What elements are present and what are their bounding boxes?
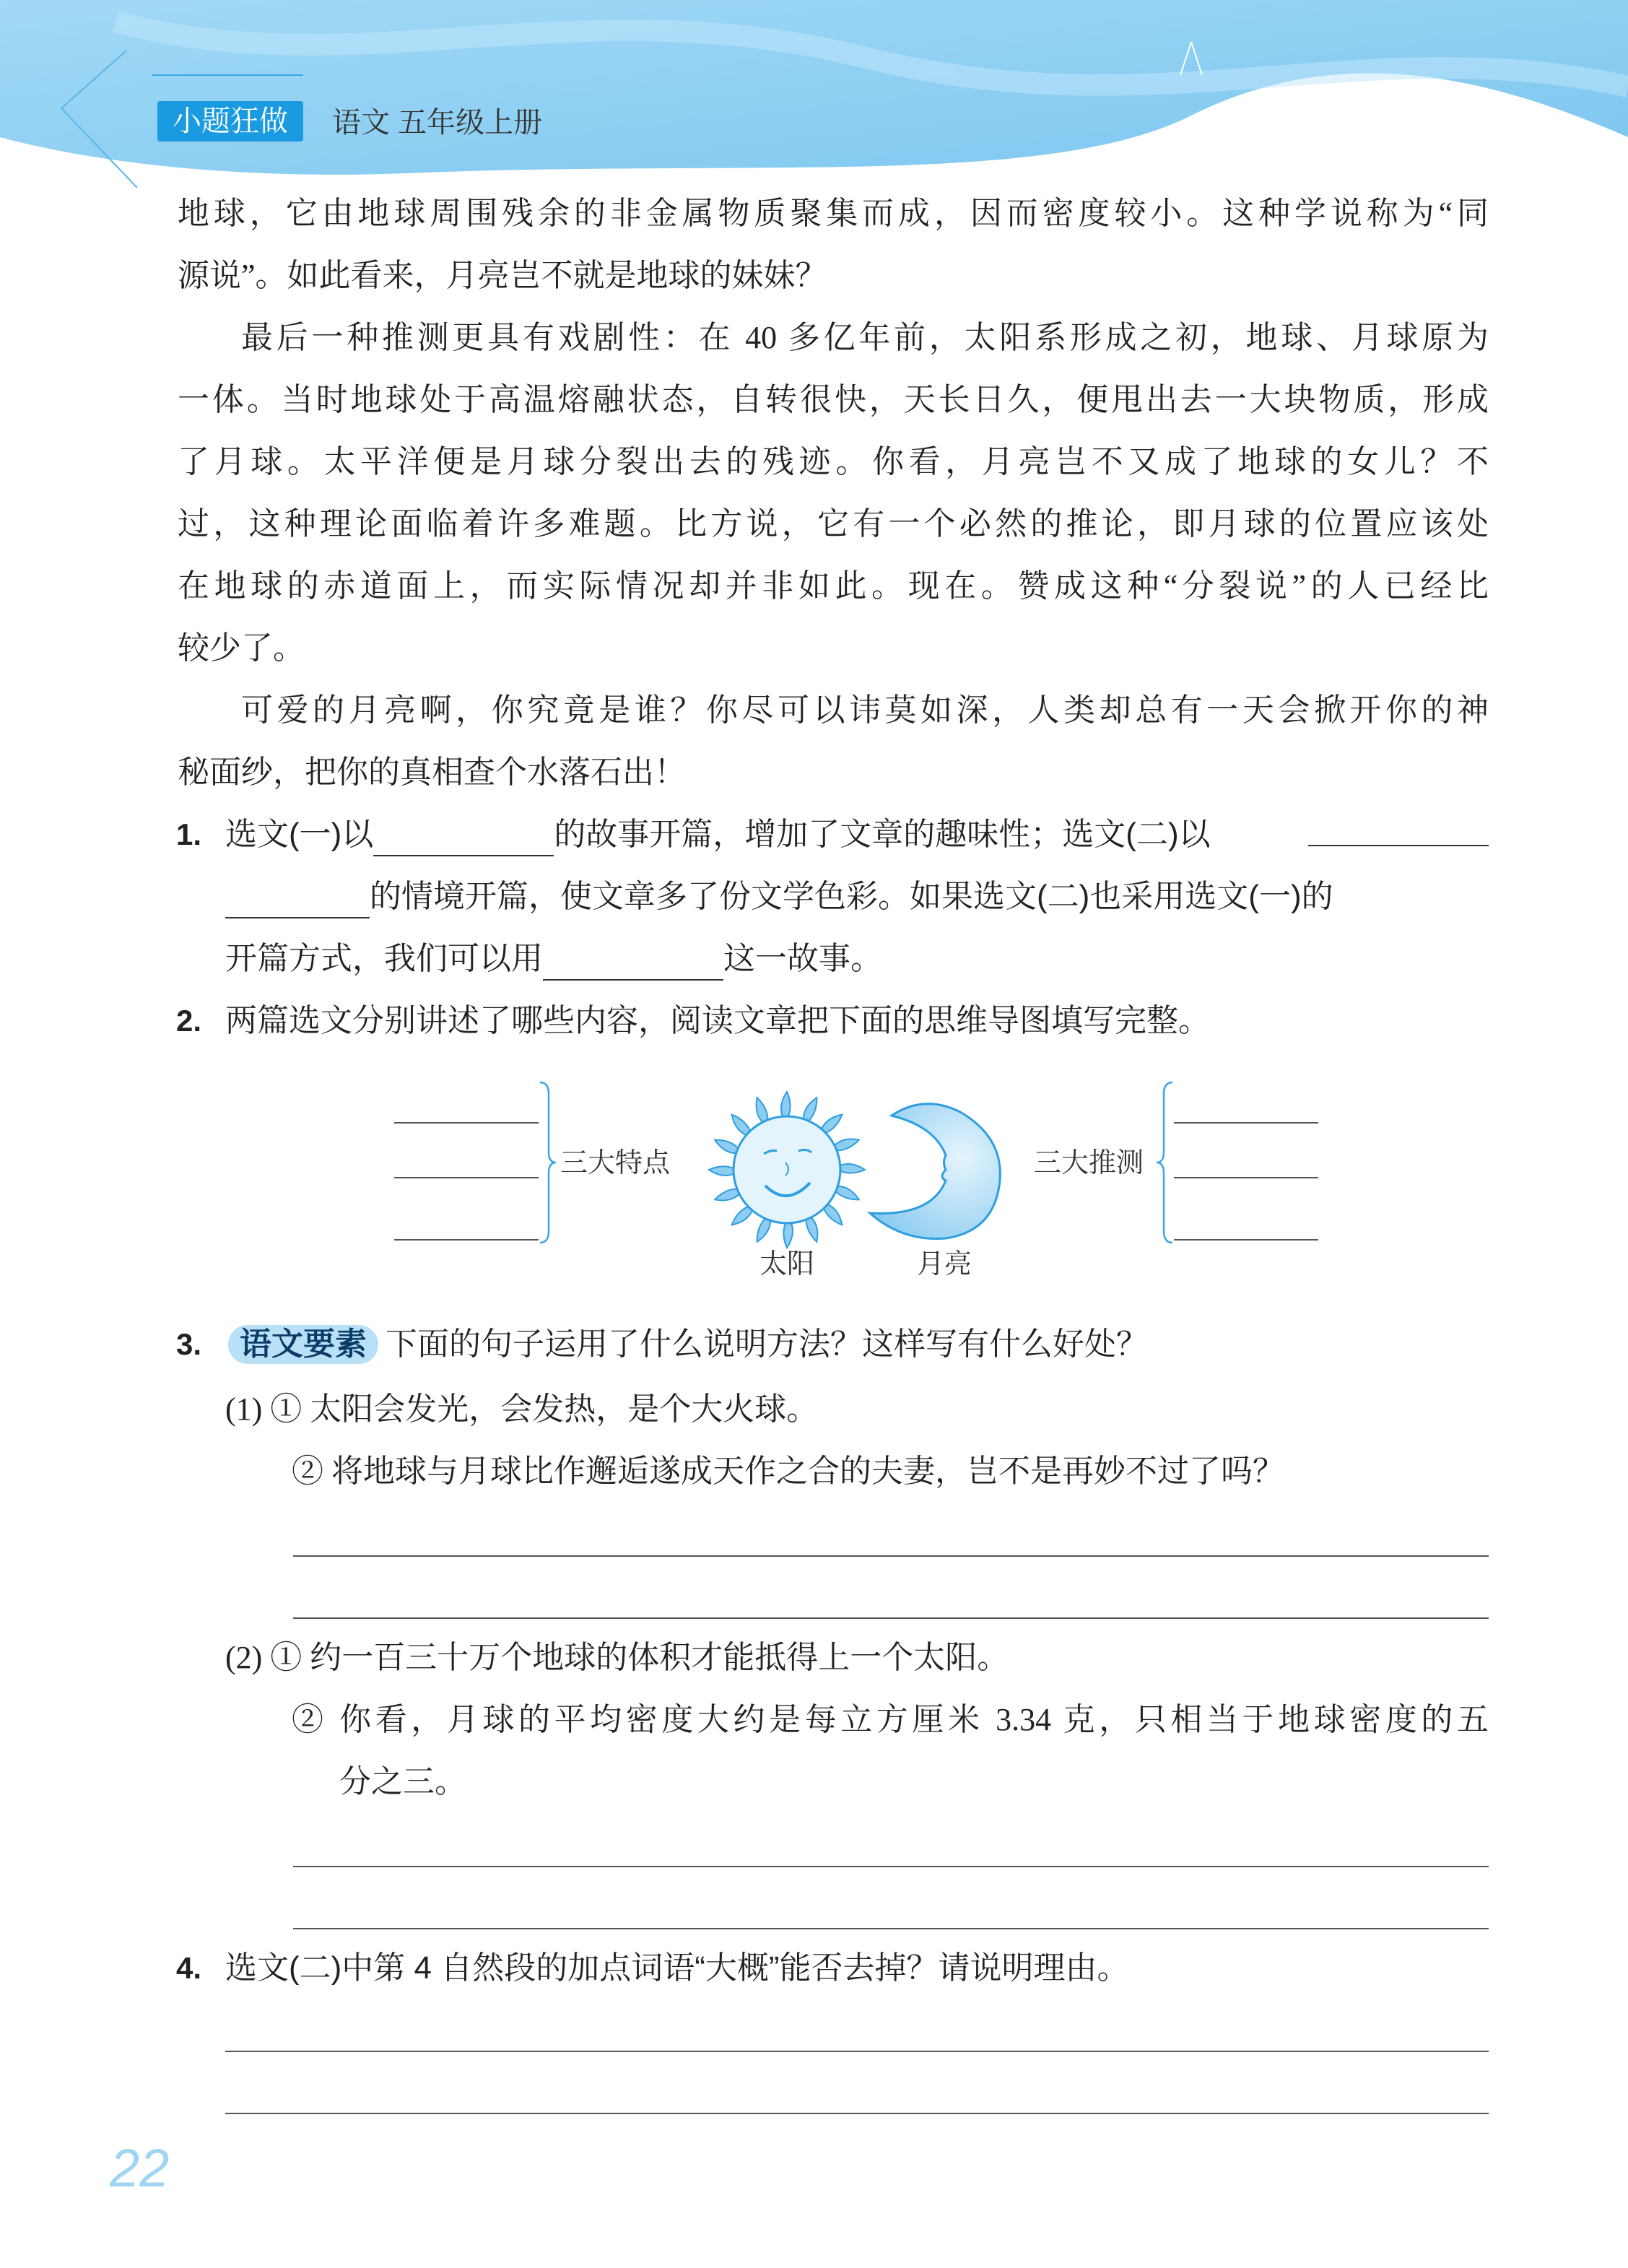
sun-feature-blank-2[interactable] bbox=[394, 1177, 539, 1178]
subject-grade-title: 语文 五年级上册 bbox=[332, 107, 543, 139]
question-number: 3. bbox=[176, 1327, 202, 1361]
q1-blank-2[interactable] bbox=[1308, 813, 1489, 846]
q3-prompt: 下面的句子运用了什么说明方法？这样写有什么好处？ bbox=[386, 1326, 1148, 1362]
question-1-line-1 bbox=[225, 813, 1489, 856]
question-4-text: 选文(二)中第 4 自然段的加点词语“大概”能否去掉？请说明理由。 bbox=[225, 1950, 1129, 1986]
moon-hypothesis-blank-1[interactable] bbox=[1174, 1122, 1318, 1124]
passage-line: 源说”。如此看来，月亮岂不就是地球的妹妹？ bbox=[178, 258, 827, 293]
q1-text: 这一故事。 bbox=[723, 941, 882, 976]
passage-line: 在地球的赤道面上，而实际情况却并非如此。现在。赞成这种“分裂说”的人已经比 bbox=[178, 568, 1489, 604]
answer-line[interactable] bbox=[225, 2051, 1489, 2052]
q1-text: 的故事开篇，增加了文章的趣味性；选文(二)以 bbox=[554, 817, 1211, 852]
answer-line[interactable] bbox=[293, 1617, 1489, 1619]
q3-sentence: ② 你看，月球的平均密度大约是每立方厘米 3.34 克，只相当于地球密度的五 bbox=[292, 1702, 1489, 1737]
q1-blank-3[interactable] bbox=[543, 947, 723, 981]
moon-label: 月亮 bbox=[917, 1249, 972, 1279]
passage-line: 一体。当时地球处于高温熔融状态，自转很快，天长日久，便甩出去一大块物质，形成 bbox=[178, 382, 1489, 417]
language-element-tag: 语文要素 bbox=[228, 1325, 378, 1364]
sun-feature-blank-3[interactable] bbox=[394, 1239, 539, 1241]
passage-line: 可爱的月亮啊，你究竟是谁？你尽可以讳莫如深，人类却总有一天会掀开你的神 bbox=[241, 692, 1489, 728]
moon-hypothesis-blank-2[interactable] bbox=[1174, 1177, 1318, 1178]
passage-line: 过，这种理论面临着许多难题。比方说，它有一个必然的推论，即月球的位置应该处 bbox=[178, 506, 1489, 542]
question-1-line-3 bbox=[225, 937, 882, 981]
moon-icon bbox=[866, 1094, 1011, 1246]
passage-line: 最后一种推测更具有戏剧性：在 40 多亿年前，太阳系形成之初，地球、月球原为 bbox=[241, 320, 1489, 355]
sun-label: 太阳 bbox=[759, 1249, 815, 1279]
question-number: 4. bbox=[176, 1951, 202, 1985]
left-brace-icon bbox=[534, 1079, 563, 1246]
series-badge: 小题狂做 bbox=[157, 101, 303, 142]
moon-hypotheses-label: 三大推测 bbox=[1034, 1148, 1144, 1178]
sun-feature-blank-1[interactable] bbox=[394, 1122, 539, 1124]
q3-sentence: 分之三。 bbox=[339, 1764, 466, 1799]
q1-text: 的情境开篇，使文章多了份文学色彩。如果选文(二)也采用选文(一)的 bbox=[370, 879, 1333, 914]
q3-sentence: ② 将地球与月球比作邂逅遂成天作之合的夫妻，岂不是再妙不过了吗？ bbox=[292, 1454, 1284, 1489]
passage-line: 地球，它由地球周围残余的非金属物质聚集而成，因而密度较小。这种学说称为“同 bbox=[178, 196, 1489, 231]
q1-text: 选文(一)以 bbox=[225, 817, 374, 852]
sun-features-label: 三大特点 bbox=[560, 1148, 671, 1178]
answer-line[interactable] bbox=[293, 1866, 1489, 1867]
answer-line[interactable] bbox=[293, 1555, 1489, 1557]
passage-line: 了月球。太平洋便是月球分裂出去的残迹。你看，月亮岂不又成了地球的女儿？不 bbox=[178, 444, 1489, 479]
question-2-text: 两篇选文分别讲述了哪些内容，阅读文章把下面的思维导图填写完整。 bbox=[225, 1003, 1210, 1038]
question-3-text bbox=[228, 1323, 1148, 1366]
answer-line[interactable] bbox=[293, 1928, 1489, 1929]
moon-hypothesis-blank-3[interactable] bbox=[1174, 1239, 1318, 1241]
question-number: 2. bbox=[176, 1004, 202, 1038]
page-number: 22 bbox=[110, 2138, 170, 2198]
right-brace-icon bbox=[1149, 1079, 1178, 1246]
q1-blank-2-cont[interactable] bbox=[225, 885, 370, 918]
question-number: 1. bbox=[176, 817, 202, 851]
passage-line: 较少了。 bbox=[178, 630, 305, 666]
question-1-line-2 bbox=[225, 875, 1333, 918]
passage-line: 秘面纱，把你的真相查个水落石出！ bbox=[178, 755, 686, 790]
q1-blank-1[interactable] bbox=[373, 823, 554, 856]
q3-sentence: (2) ① 约一百三十万个地球的体积才能抵得上一个太阳。 bbox=[225, 1640, 1009, 1675]
sun-icon bbox=[708, 1090, 866, 1249]
q1-text: 开篇方式，我们可以用 bbox=[225, 941, 543, 976]
q3-sentence: (1) ① 太阳会发光，会发热，是个大火球。 bbox=[225, 1391, 819, 1427]
answer-line[interactable] bbox=[225, 2113, 1489, 2114]
